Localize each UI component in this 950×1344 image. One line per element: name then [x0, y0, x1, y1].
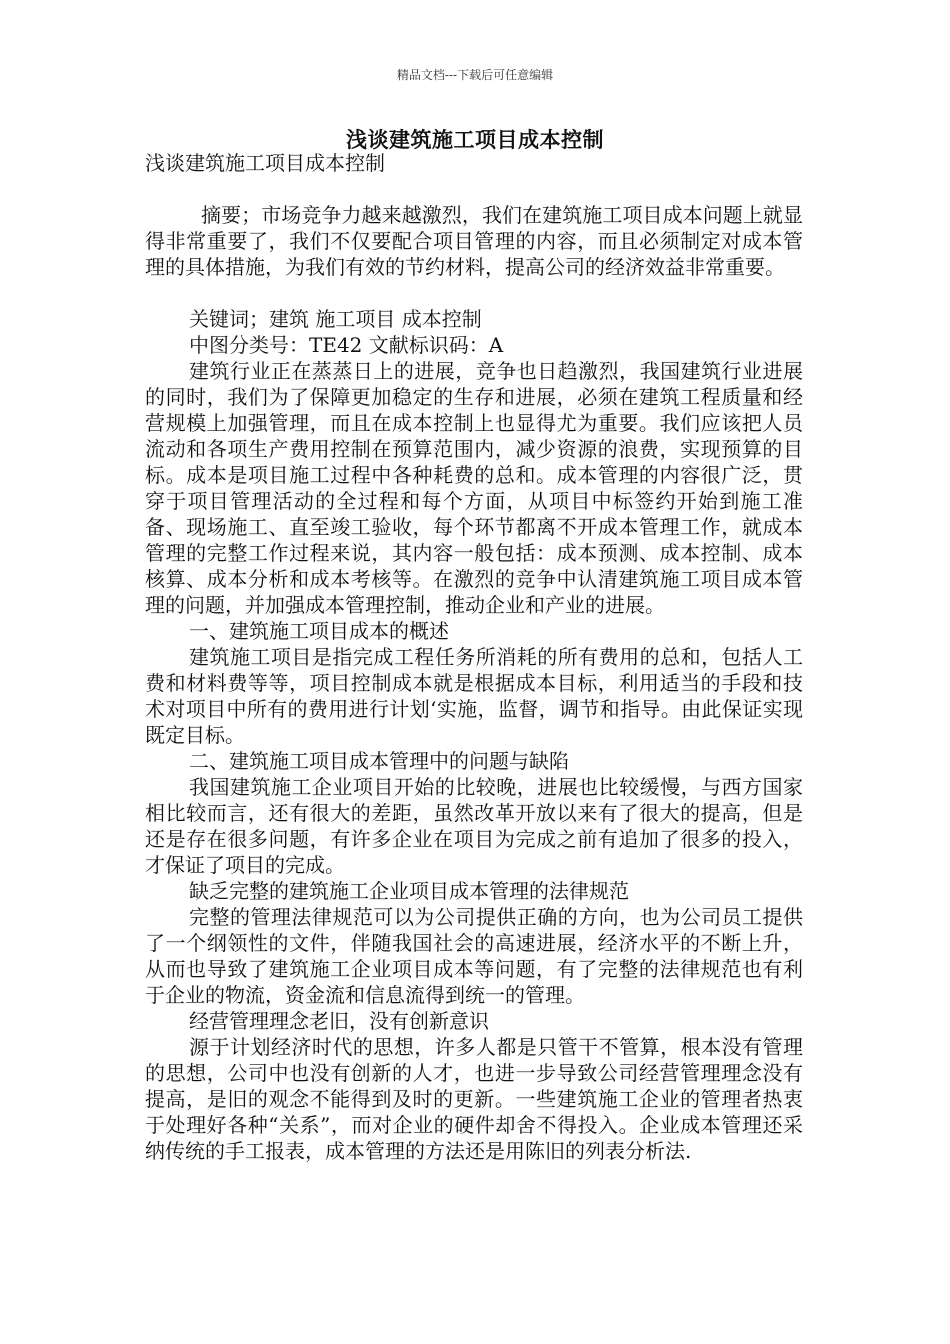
body-paragraph: 源于计划经济时代的思想，许多人都是只管干不管算，根本没有管理的思想，公司中也没有创新的人才，也进一步导致公司经营管理理念没有提高，是旧的观念不能得到及时的更新。一些建筑施工企业的管理者热衷于处理好各种“关系”，而对企业的硬件却舍不得投入。企业成本管理还采纳传统的手工报表，成本管理的方法还是用陈旧的列表分析法.	[145, 1035, 803, 1163]
subsection-heading: 缺乏完整的建筑施工企业项目成本管理的法律规范	[189, 879, 629, 903]
body-paragraph: 完整的管理法律规范可以为公司提供正确的方向，也为公司员工提供了一个纲领性的文件，伴随我国社会的高速进展，经济水平的不断上升，从而也导致了建筑施工企业项目成本等问题，有了完整的法律规范也有利于企业的物流，资金流和信息流得到统一的管理。	[145, 905, 803, 1007]
classification-line: 中图分类号：TE42 文献标识码：A	[189, 333, 504, 357]
body-paragraph: 我国建筑施工企业项目开始的比较晚，进展也比较缓慢，与西方国家相比较而言，还有很大的差距，虽然改革开放以来有了很大的提高，但是还是存在很多问题，有许多企业在项目为完成之前有追加了很多的投入，才保证了项目的完成。	[145, 775, 803, 877]
keywords-line: 关键词；建筑 施工项目 成本控制	[189, 307, 482, 331]
body-paragraph: 建筑行业正在蒸蒸日上的进展，竞争也日趋激烈，我国建筑行业进展的同时，我们为了保障更加稳定的生存和进展，必须在建筑工程质量和经营规模上加强管理，而且在成本控制上也显得尤为重要。我们应该把人员流动和各项生产费用控制在预算范围内，减少资源的浪费，实现预算的目标。成本是项目施工过程中各种耗费的总和。成本管理的内容很广泛，贯穿于项目管理活动的全过程和每个方面，从项目中标签约开始到施工准备、现场施工、直至竣工验收，每个环节都离不开成本管理工作，就成本管理的完整工作过程来说，其内容一般包括：成本预测、成本控制、成本核算、成本分析和成本考核等。在激烈的竞争中认清建筑施工项目成本管理的问题，并加强成本管理控制，推动企业和产业的进展。	[145, 359, 803, 617]
section-heading: 一、建筑施工项目成本的概述	[189, 619, 449, 643]
abstract-paragraph: 摘要；市场竞争力越来越激烈，我们在建筑施工项目成本问题上就显得非常重要了，我们不仅要配合项目管理的内容，而且必须制定对成本管理的具体措施，为我们有效的节约材料，提高公司的经济效益非常重要。	[145, 203, 803, 279]
blank-line	[145, 280, 803, 306]
document-title: 浅谈建筑施工项目成本控制	[346, 127, 604, 152]
blank-line	[145, 176, 803, 202]
subsection-heading: 经营管理理念老旧，没有创新意识	[189, 1009, 489, 1033]
document-subtitle: 浅谈建筑施工项目成本控制	[145, 151, 385, 175]
section-heading: 二、建筑施工项目成本管理中的问题与缺陷	[189, 749, 569, 773]
body-paragraph: 建筑施工项目是指完成工程任务所消耗的所有费用的总和，包括人工费和材料费等等，项目控制成本就是根据成本目标，利用适当的手段和技术对项目中所有的费用进行计划‘实施，监督，调节和指导。由此保证实现既定目标。	[145, 645, 803, 747]
header-note: 精品文档---下载后可任意编辑	[396, 68, 554, 82]
document-body	[145, 150, 803, 1164]
